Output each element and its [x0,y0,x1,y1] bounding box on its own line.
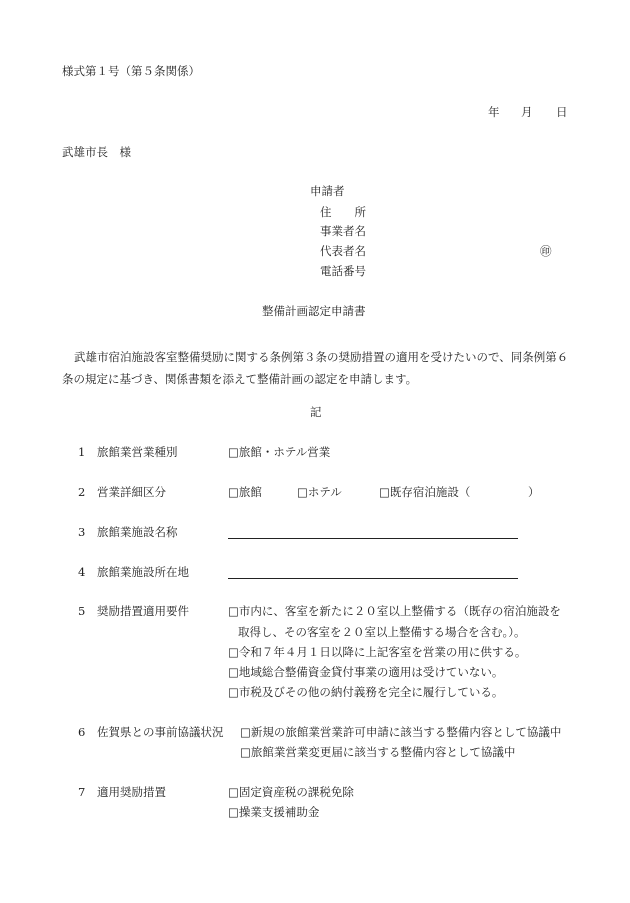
item-5-label: 奨励措置適用要件 [97,604,189,618]
item-3-number: 3 [78,525,86,539]
date-month: 月 [521,105,533,119]
item-4-blank-line[interactable] [228,578,518,579]
item-4-label: 旅館業施設所在地 [97,565,189,579]
document-title: 整備計画認定申請書 [262,304,366,318]
date-year: 年 [488,105,500,119]
item-2-paren-close: ） [528,485,540,499]
item-4-number: 4 [78,565,86,579]
business-name-label: 事業者名 [320,224,366,238]
item-1-number: 1 [78,445,86,459]
item-1-label: 旅館業営業種別 [97,445,178,459]
item-7-label: 適用奨励措置 [97,785,166,799]
item-5-option-new-rooms-cont: 取得し、その客室を２０室以上整備する場合を含む。）。 [238,625,526,639]
seal-mark: ㊞ [540,244,552,258]
form-label: 様式第１号（第５条関係） [62,64,200,78]
item-2-option-hotel[interactable]: □ホテル [297,485,342,499]
item-6-option-change-notice[interactable]: □旅館業営業変更届に該当する整備内容として協議中 [240,745,516,759]
item-1-option-ryokan-hotel[interactable]: □旅館・ホテル営業 [228,445,331,459]
addressee: 武雄市長 様 [62,145,131,159]
applicant-heading: 申請者 [310,184,345,198]
item-7-number: 7 [78,785,86,799]
item-5-option-business-use[interactable]: □令和７年４月１日以降に上記客室を営業の用に供する。 [228,645,527,659]
item-6-label: 佐賀県との事前協議状況 [97,725,224,739]
item-5-option-new-rooms[interactable]: □市内に、客室を新たに２０室以上整備する（既存の宿泊施設を [228,604,561,618]
date-day: 日 [556,105,568,119]
item-2-option-existing[interactable]: □既存宿泊施設（ [379,485,471,499]
phone-label: 電話番号 [320,264,366,278]
item-2-label: 営業詳細区分 [97,485,166,499]
item-3-label: 旅館業施設名称 [97,525,178,539]
item-2-option-ryokan[interactable]: □旅館 [228,485,262,499]
item-7-option-tax-exemption[interactable]: □固定資産税の課税免除 [228,785,354,799]
body-paragraph: 武雄市宿泊施設客室整備奨励に関する条例第３条の奨励措置の適用を受けたいので、同条例第６条の規定に基づき、関係書類を添えて整備計画の認定を申請します。 [62,350,569,386]
item-2-number: 2 [78,485,86,499]
item-5-option-tax[interactable]: □市税及びその他の納付義務を完全に履行している。 [228,685,504,699]
item-3-blank-line[interactable] [228,538,518,539]
item-6-number: 6 [78,725,86,739]
item-5-number: 5 [78,604,86,618]
representative-label: 代表者名 [320,244,366,258]
address-label: 住 所 [320,205,366,219]
ki-heading: 記 [310,405,322,419]
item-7-option-subsidy[interactable]: □操業支援補助金 [228,805,320,819]
item-5-option-loan[interactable]: □地域総合整備資金貸付事業の適用は受けていない。 [228,665,504,679]
item-6-option-new-permit[interactable]: □新規の旅館業営業許可申請に該当する整備内容として協議中 [240,725,562,739]
